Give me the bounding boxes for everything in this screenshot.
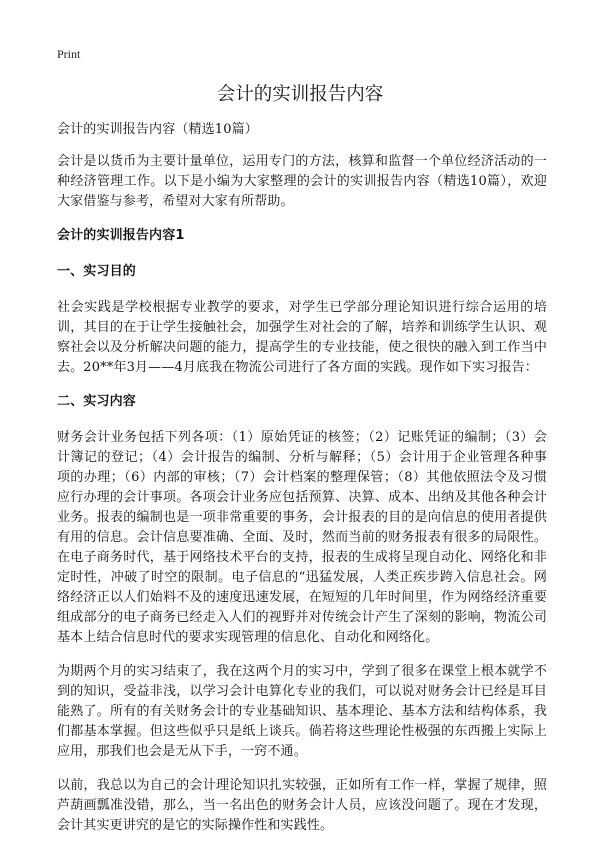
article-subtitle: 会计的实训报告内容（精选10篇） <box>57 122 258 137</box>
print-link[interactable]: Print <box>57 47 81 61</box>
content-paragraph-2: 为期两个月的实习结束了，我在这两个月的实习中，学到了很多在课堂上根本就学不到的知识，受益非浅，以学习会计电算化专业的我们，可以说对财务会计已经是耳目能熟了。所有的有关财务会计的专业基础知识、基本理论、基本方法和结构体系，我们都基本掌握。但这些似乎只是纸上谈兵。倘若将这些理论性极强的东西搬上实际上应用，那我们也会是无从下手，一窍不通。 <box>57 664 547 759</box>
section-heading-content: 二、实习内容 <box>57 394 136 409</box>
page-title: 会计的实训报告内容 <box>216 84 384 105</box>
intro-paragraph: 会计是以货币为主要计量单位，运用专门的方法，核算和监督一个单位经济活动的一种经济管理工作。以下是小编为大家整理的会计的实训报告内容（精选10篇），欢迎大家借鉴与参考，希望对大家有所帮助。 <box>57 154 547 209</box>
content-paragraph-3: 以前，我总以为自己的会计理论知识扎实较强，正如所有工作一样，掌握了规律，照芦葫画瓢准没错，那么，当一名出色的财务会计人员，应该没问题了。现在才发现，会计其实更讲究的是它的实际操作性和实践性。 <box>57 778 547 833</box>
content-paragraph-1: 财务会计业务包括下列各项：（1）原始凭证的核签；（2）记账凭证的编制；（3）会计簿记的登记；（4）会计报告的编制、分析与解释；（5）会计用于企业管理各种事项的办理；（6）内部的审核；（7）会计档案的整理保管；（8）其他依照法令及习惯应行办理的会计事项。各项会计业务应包括预算、决算、成本、出纳及其他各种会计业务。报表的编制也是一项非常重要的事务，会计报表的目的是向信息的使用者提供有用的信息。会计信息要准确、全面、及时，然而当前的财务报表有很多的局限性。在电子商务时代，基于网络技术平台的支持，报表的生成将呈现自动化、网络化和非定时性，冲破了时空的限制。电子信息的“迅猛发展，人类正疾步跨入信息社会。网络经济正以人们始料不及的速度迅速发展，在短短的几年时间里，作为网络经济重要组成部分的电子商务已经走入人们的视野并对传统会计产生了深刻的影响，物流公司基本上结合信息时代的要求实现管理的信息化、自动化和网络化。 <box>57 430 547 645</box>
purpose-paragraph: 社会实践是学校根据专业教学的要求，对学生已学部分理论知识进行综合运用的培训，其目的在于让学生接触社会，加强学生对社会的了解，培养和训练学生认识、观察社会以及分析解决问题的能力，提高学生的专业技能，使之很快的融入到工作当中去。20**年3月——4月底我在物流公司进行了各方面的实践。现作如下实习报告： <box>57 300 547 375</box>
article-body <box>57 120 547 850</box>
section-heading-purpose: 一、实习目的 <box>57 264 136 279</box>
report-heading: 会计的实训报告内容1 <box>57 228 185 243</box>
